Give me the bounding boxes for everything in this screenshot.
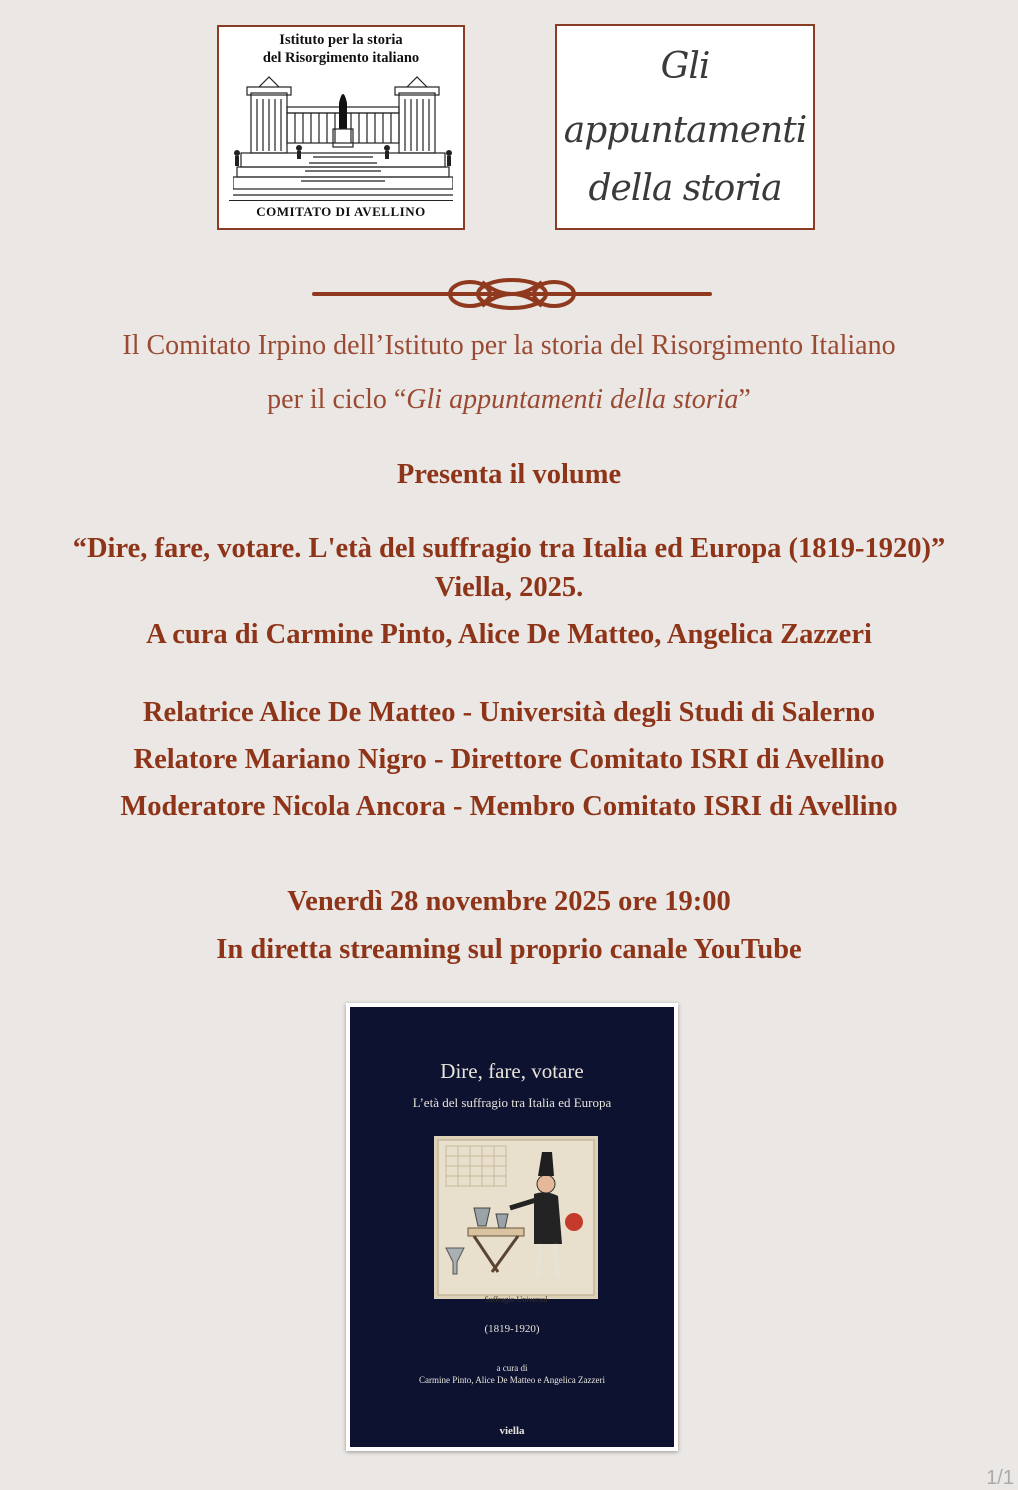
presentation-heading: Presenta il volume bbox=[396, 459, 622, 490]
intro-line: Il Comitato Irpino dell’Istituto per la storia del Risorgimento Italiano bbox=[122, 330, 896, 361]
book-cover-subtitle: L’età del suffragio tra Italia ed Europa bbox=[412, 1095, 612, 1110]
book-cover-caption: Suffragio Universal bbox=[484, 1295, 548, 1304]
appuntamenti-logo-line3: della storia bbox=[588, 168, 782, 209]
vittoriano-monument-icon bbox=[233, 73, 453, 203]
speaker-moderatore: Moderatore Nicola Ancora - Membro Comitato ISRI di Avellino bbox=[120, 791, 898, 822]
speaker-relatore: Relatore Mariano Nigro - Direttore Comitato ISRI di Avellino bbox=[133, 744, 885, 775]
appuntamenti-logo bbox=[555, 24, 815, 230]
book-cover-years: (1819-1920) bbox=[484, 1323, 540, 1335]
istituto-logo-subtitle: COMITATO DI AVELLINO bbox=[229, 200, 453, 222]
book-cover-curated: a cura di bbox=[496, 1363, 528, 1373]
intro-series-suffix: ” bbox=[738, 384, 751, 415]
intro-series-prefix: per il ciclo “ bbox=[267, 384, 407, 415]
speaker-relatrice: Relatrice Alice De Matteo - Università degli Studi di Salerno bbox=[142, 697, 876, 728]
istituto-logo-line1: Istituto per la storia bbox=[279, 32, 403, 48]
book-cover-title: Dire, fare, votare bbox=[440, 1059, 584, 1083]
ornament-divider-icon bbox=[312, 272, 712, 316]
appuntamenti-logo-line1: Gli bbox=[660, 46, 710, 87]
book-publisher: Viella, 2025. bbox=[434, 572, 584, 603]
istituto-logo bbox=[217, 25, 465, 230]
series-name: Gli appuntamenti della storia bbox=[406, 384, 739, 415]
book-cover-editors: Carmine Pinto, Alice De Matteo e Angelica Zazzeri bbox=[419, 1375, 605, 1385]
event-date: Venerdì 28 novembre 2025 ore 19:00 bbox=[287, 886, 731, 917]
istituto-logo-title bbox=[219, 31, 463, 67]
istituto-logo-line2: del Risorgimento italiano bbox=[262, 50, 420, 66]
book-editors: A cura di Carmine Pinto, Alice De Matteo, Angelica Zazzeri bbox=[146, 619, 872, 650]
appuntamenti-logo-line2: appuntamenti bbox=[563, 110, 807, 151]
intro-series-line bbox=[0, 384, 1018, 416]
book-cover-publisher: viella bbox=[499, 1425, 525, 1437]
book-cover-illustration bbox=[434, 1136, 598, 1299]
event-stream: In diretta streaming sul proprio canale YouTube bbox=[216, 934, 802, 965]
book-title: “Dire, fare, votare. L'età del suffragio tra Italia ed Europa (1819-1920)” bbox=[72, 533, 946, 564]
page-counter: 1/1 bbox=[986, 1467, 1014, 1489]
book-cover bbox=[346, 1003, 678, 1451]
